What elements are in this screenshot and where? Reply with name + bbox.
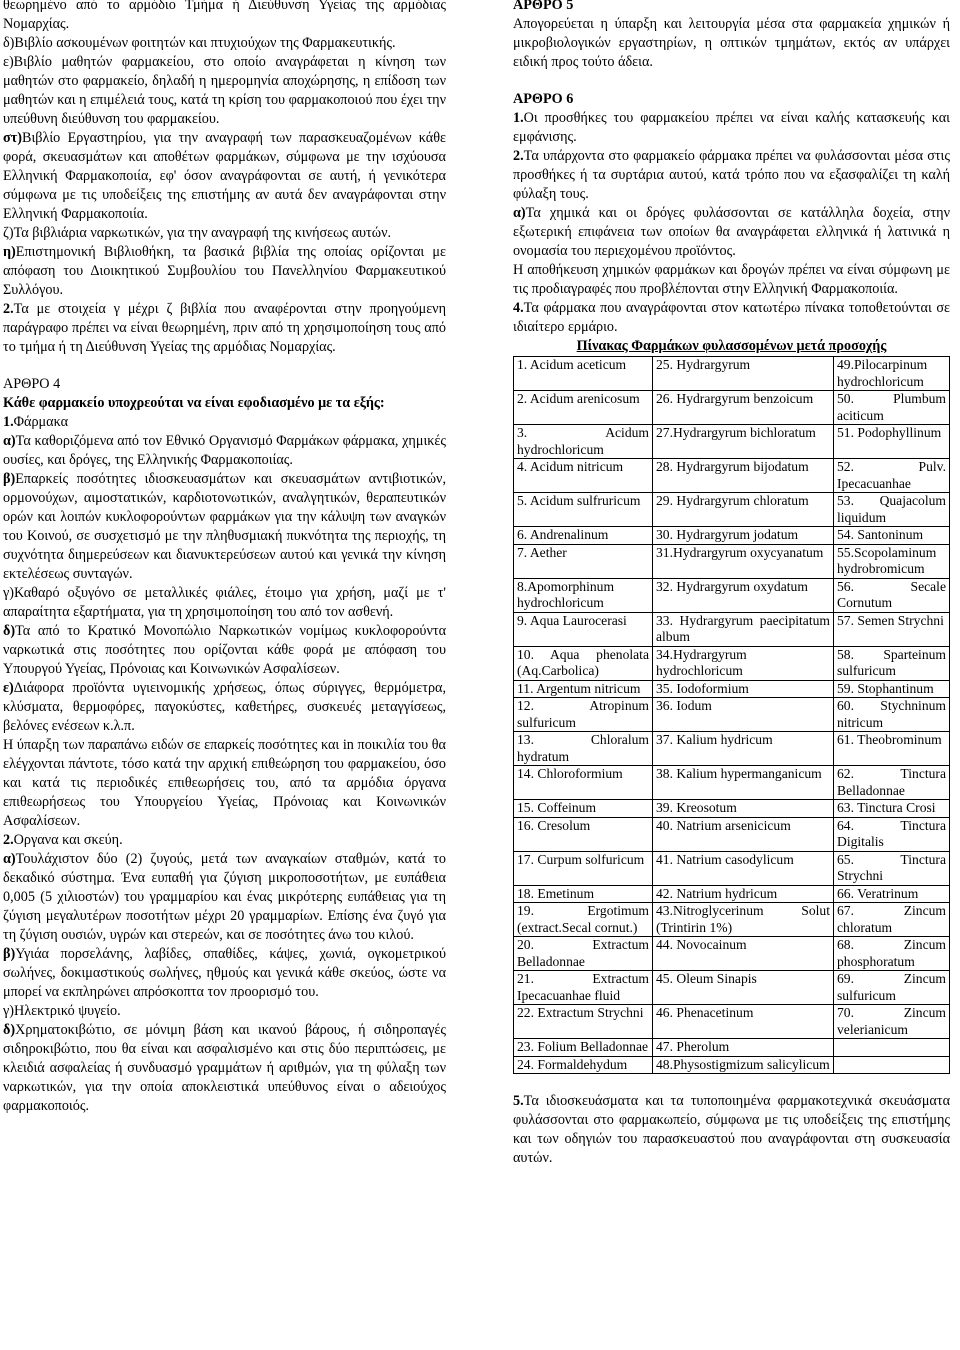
table-cell: 33. Hydrargyrum paecipitatum album bbox=[653, 612, 834, 646]
item-marker: α) bbox=[3, 851, 16, 867]
item-marker: η) bbox=[3, 244, 16, 260]
table-cell: 66. Veratrinum bbox=[834, 885, 950, 903]
table-cell: 35. Iodoformium bbox=[653, 680, 834, 698]
paragraph-books-validation: 2.Τα με στοιχεία γ μέχρι ζ βιβλία που αναφέρονται στην προηγούμενη παράγραφο πρέπει να είναι θεωρημένη, πριν από τη χρησιμοποίηση τους από το τμήμα ή τη Διεύθυνση Υγείας της αρμόδιας Νομαρχίας. bbox=[3, 301, 446, 355]
table-cell: 6. Andrenalinum bbox=[514, 527, 653, 545]
table-cell: 47. Pherolum bbox=[653, 1039, 834, 1057]
table-cell: 31.Hydrargyrum oxycyanatum bbox=[653, 544, 834, 578]
table-cell: 12. Atropinum sulfuricum bbox=[514, 698, 653, 732]
table-cell: 44. Novocainum bbox=[653, 937, 834, 971]
table-cell: 1. Acidum aceticum bbox=[514, 357, 653, 391]
table-cell: 63. Tinctura Crosi bbox=[834, 800, 950, 818]
table-cell: 37. Kalium hydricum bbox=[653, 732, 834, 766]
table-row bbox=[514, 1056, 950, 1074]
item-marker: ε) bbox=[3, 680, 14, 696]
section-instruments-heading: 2.Οργανα και σκεύη. bbox=[3, 832, 123, 848]
paragraph-drugs-a: α)Τα καθοριζόμενα από τον Εθνικό Οργανισμό Φαρμάκων φάρμακα, χημικές ουσίες, και δρόγες, της Ελληνικής Φαρμακοποιίας. bbox=[3, 433, 446, 468]
paragraph-specialties: 5.Τα ιδιοσκευάσματα και τα τυποποιημένα φαρμακοτεχνικά σκευάσματα φυλάσσονται στο φαρμακωπείο, σύμφωνα με τις υποδείξεις της επιστήμης και των οδηγιών του παρασκευαστού που αναγράφονται στη συσκευασία αυτών. bbox=[513, 1093, 950, 1166]
article-4-title: ΑΡΘΡΟ 4 bbox=[3, 376, 61, 392]
table-cell: 21. Extractum Ipecacuanhae fluid bbox=[514, 971, 653, 1005]
table-cell: 7. Aether bbox=[514, 544, 653, 578]
item-marker: δ) bbox=[3, 623, 16, 639]
table-cell: 70. Zincum velerianicum bbox=[834, 1005, 950, 1039]
table-row bbox=[514, 544, 950, 578]
paragraph-containers: α)Τα χημικά και οι δρόγες φυλάσσονται σε κατάλληλα δοχεία, στην εξωτερική επιφάνεια των οποίων θα αναγράφεται ελληνικά ή λατινικά η ονομασία του περιεχομένου προϊόντος. bbox=[513, 205, 950, 259]
paragraph-cabinet: 4.Τα φάρμακα που αναγράφονται στον κατωτέρω πίνακα τοποθετούνται σε ιδιαίτερο ερμάριο. bbox=[513, 300, 950, 335]
paragraph-student-book: δ)Βιβλίο ασκουμένων φοιτητών και πτυχιούχων της Φαρμακευτικής. bbox=[3, 35, 396, 51]
table-row bbox=[514, 391, 950, 425]
paragraph-pharmacopoeia: Η αποθήκευση χημικών φαρμάκων και δρογών πρέπει να είναι σύμφωνη με τις προδιαγραφές που προβλέπονται στην Ελληνική Φαρμακοποιία. bbox=[513, 262, 950, 297]
table-cell: 5. Acidum sulfruricum bbox=[514, 493, 653, 527]
paragraph-drugs-b: β)Επαρκείς ποσότητες ιδιοσκευασμάτων και σκευασμάτων αντιβιοτικών, ορμονούχων, αιμοστατικών, καρδιοτονωτικών, αναλγητικών, θεραπευτικών ορών και λοιπών κυκλοφορούντων φαρμάκων για την κάλυψη των αναγκών του Κοινού, σε συσχετισμό με την πληθυσμιακή πυκνότητα της περιοχής, τη συχνότητα διημερεύσεων και διανυκτερεύσεων αυτού και γενικά την κίνηση εκτελέσεως συνταγών. bbox=[3, 471, 446, 582]
table-cell: 19. Ergotimum (extract.Secal cornut.) bbox=[514, 903, 653, 937]
table-row bbox=[514, 732, 950, 766]
table-cell: 57. Semen Strychni bbox=[834, 612, 950, 646]
table-cell: 68. Zincum phosphoratum bbox=[834, 937, 950, 971]
paragraph-pupils-book: ε)Βιβλίο μαθητών φαρμακείου, στο οποίο αναγράφεται η κίνηση των μαθητών στο φαρμακείο, δηλαδή η ημερομηνία αποχώρησης, η επίδοση των μαθητών και η επιμέλειά τους, κατά τη κρίση του φαρμακοποιού που έχει την υπεύθυνη διεύθυνση του φαρμακείου. bbox=[3, 54, 446, 127]
table-row bbox=[514, 680, 950, 698]
table-cell: 38. Kalium hypermanganicum bbox=[653, 766, 834, 800]
item-marker: 2. bbox=[3, 301, 14, 317]
table-row bbox=[514, 357, 950, 391]
item-marker: α) bbox=[3, 433, 16, 449]
table-row bbox=[514, 425, 950, 459]
table-cell: 14. Chloroformium bbox=[514, 766, 653, 800]
table-title: Πίνακας Φαρμάκων φυλασσομένων μετά προσοχής bbox=[576, 338, 887, 354]
table-row bbox=[514, 1005, 950, 1039]
table-cell: 46. Phenacetinum bbox=[653, 1005, 834, 1039]
table-row bbox=[514, 527, 950, 545]
table-cell: 28. Hydrargyrum bijodatum bbox=[653, 459, 834, 493]
article-6-title: ΑΡΘΡΟ 6 bbox=[513, 91, 574, 107]
table-cell: 52. Pulv. Ipecacuanhae bbox=[834, 459, 950, 493]
item-marker: 1. bbox=[3, 414, 14, 430]
item-marker: στ) bbox=[3, 130, 22, 146]
item-marker: β) bbox=[3, 471, 16, 487]
table-cell: 65. Tinctura Strychni bbox=[834, 851, 950, 885]
paragraph-lab-book: στ)Βιβλίο Εργαστηρίου, για την αναγραφή των παρασκευαζομένων κάθε φορά, σκευασμάτων και αποθέτων φαρμάκων, σύμφωνα με την ισχύουσα Ελληνική Φαρμακοποιία, εφ' όσον αναγράφονται σε αυτή, ή γενικότερα σύμφωνα με τις υποδείξεις της επιστήμης αν αυτά δεν αναγράφονται στην Ελληνική Φαρμακοποιία. bbox=[3, 130, 446, 222]
item-marker: 2. bbox=[513, 148, 524, 164]
table-cell: 41. Natrium casodylicum bbox=[653, 851, 834, 885]
table-cell: 24. Formaldehydum bbox=[514, 1056, 653, 1074]
paragraph-narcotics-booklets: ζ)Τα βιβλιάρια ναρκωτικών, για την αναγραφή της κινήσεως αυτών. bbox=[3, 225, 392, 241]
table-cell: 26. Hydrargyrum benzoicum bbox=[653, 391, 834, 425]
table-cell: 9. Aqua Laurocerasi bbox=[514, 612, 653, 646]
table-cell: 17. Curpum solfuricum bbox=[514, 851, 653, 885]
paragraph-porcelain: β)Υγιάα πορσελάνης, λαβίδες, σπαθίδες, κάψες, χωνιά, ογκομετρικού σωλήνες, δοκιμαστικούς σωλήνες, ηθμούς και γενικά κάθε σκεύος, ώστε να μπορεί να εκπληρώνει απρόσκοπτα τον προορισμό του. bbox=[3, 946, 446, 1000]
right-column bbox=[513, 0, 950, 1350]
table-row bbox=[514, 646, 950, 680]
section-drugs-heading: 1.Φάρμακα bbox=[3, 414, 69, 430]
drugs-table bbox=[513, 356, 950, 1074]
table-row bbox=[514, 459, 950, 493]
table-row bbox=[514, 971, 950, 1005]
table-row bbox=[514, 885, 950, 903]
table-cell: 40. Natrium arsenicicum bbox=[653, 817, 834, 851]
table-cell: 61. Theobrominum bbox=[834, 732, 950, 766]
table-cell: 45. Oleum Sinapis bbox=[653, 971, 834, 1005]
article-4-subtitle: Κάθε φαρμακείο υποχρεούται να είναι εφοδιασμένο με τα εξής: bbox=[3, 395, 385, 411]
drugs-table-body bbox=[514, 357, 950, 1074]
left-column bbox=[3, 0, 446, 1350]
item-marker: 1. bbox=[513, 110, 524, 126]
table-cell: 39. Kreosotum bbox=[653, 800, 834, 818]
table-cell: 29. Hydrargyrum chloratum bbox=[653, 493, 834, 527]
table-row bbox=[514, 698, 950, 732]
item-marker: α) bbox=[513, 205, 526, 221]
table-cell: 54. Santoninum bbox=[834, 527, 950, 545]
table-row bbox=[514, 766, 950, 800]
table-cell: 4. Acidum nitricum bbox=[514, 459, 653, 493]
table-cell: 51. Podophyllinum bbox=[834, 425, 950, 459]
table-cell: 56. Secale Cornutum bbox=[834, 578, 950, 612]
table-row bbox=[514, 578, 950, 612]
table-cell: 55.Scopolaminum hydrobromicum bbox=[834, 544, 950, 578]
table-cell: 25. Hydrargyrum bbox=[653, 357, 834, 391]
table-cell: 42. Natrium hydricum bbox=[653, 885, 834, 903]
item-marker: 2. bbox=[3, 832, 14, 848]
table-row bbox=[514, 937, 950, 971]
table-row bbox=[514, 817, 950, 851]
table-cell: 50. Plumbum aciticum bbox=[834, 391, 950, 425]
paragraph-library: η)Επιστημονική Βιβλιοθήκη, τα βασικά βιβλία της οποίας ορίζονται με απόφαση του Διοικητικού Συμβουλίου του Πανελληνίου Φαρμακευτικού Συλλόγου. bbox=[3, 244, 446, 298]
paragraph-validated-books: θεωρημένο από το αρμόδιο Τμήμα ή Διεύθυνση Υγείας της αρμόδιας Νομαρχίας. bbox=[3, 0, 446, 32]
paragraph-scales: α)Τουλάχιστον δύο (2) ζυγούς, μετά των αναγκαίων σταθμών, κατά το δεκαδικό σύστημα. Ένα ευπαθή για ζύγιση μικροποσοτήτων, με ευπάθεια 0,005 (5 χιλιοστών) του γραμμαρίου και ένας μικρότερης ευπάθειας για τη ζύγιση μεγαλυτέρων ποσοτήτων μέχρι 20 γραμμαρίων. Επίσης ένα ζυγό για τη ζύγιση ουσιών, υγρών και στερεών, και σε ποσότητες άνω του κιλού. bbox=[3, 851, 446, 943]
paragraph-inspection: Η ύπαρξη των παραπάνω ειδών σε επαρκείς ποσότητες και in ποικιλία του θα ελέγχονται πάντοτε, τόσο κατά την αρχική επιθεώρηση του φαρμακείου, όσο και κατά τις περιοδικές επιθεωρήσεις του, από τα αρμόδια όργανα επιθεωρήσεως του Υπουργείου Υγείας, Πρόνοιας και Κοινωνικών Ασφαλίσεων. bbox=[3, 737, 446, 829]
item-marker: δ) bbox=[3, 1022, 16, 1038]
item-marker: 4. bbox=[513, 300, 524, 316]
table-row bbox=[514, 851, 950, 885]
paragraph-narcotics: δ)Τα από το Κρατικό Μονοπώλιο Ναρκωτικών νομίμως κυκλοφορούντα ναρκωτικά στις ποσότητες που ορίζονται κάθε φορά με απόφαση του Υπουργού Υγείας, Πρόνοιας και Κοινωνικών Ασφαλίσεων. bbox=[3, 623, 446, 677]
table-cell: 64. Tinctura Digitalis bbox=[834, 817, 950, 851]
table-cell bbox=[834, 1056, 950, 1074]
table-cell: 59. Stophantinum bbox=[834, 680, 950, 698]
table-cell: 34.Hydrargyrum hydrochloricum bbox=[653, 646, 834, 680]
table-row bbox=[514, 1039, 950, 1057]
table-cell: 30. Hydrargyrum jodatum bbox=[653, 527, 834, 545]
table-cell: 48.Physostigmizum salicylicum bbox=[653, 1056, 834, 1074]
table-row bbox=[514, 493, 950, 527]
table-cell: 23. Folium Belladonnae bbox=[514, 1039, 653, 1057]
paragraph-fridge: γ)Ηλεκτρικό ψυγείο. bbox=[3, 1003, 121, 1019]
table-cell: 13. Chloralum hydratum bbox=[514, 732, 653, 766]
paragraph-oxygen: γ)Καθαρό οξυγόνο σε μεταλλικές φιάλες, έτοιμο για χρήση, μαζί με τ' απαραίτητα εξαρτήματα, για τη χρησιμοποίηση του από τον ασθενή. bbox=[3, 585, 446, 620]
table-cell: 22. Extractum Strychni bbox=[514, 1005, 653, 1039]
table-cell: 49.Pilocarpinum hydrochloricum bbox=[834, 357, 950, 391]
table-cell: 18. Emetinum bbox=[514, 885, 653, 903]
table-cell: 53. Quajacolum liquidum bbox=[834, 493, 950, 527]
paragraph-safe: δ)Χρηματοκιβώτιο, σε μόνιμη βάση και ικανού βάρους, ή σιδηροπαγές σιδηροκιβώτιο, που θα είναι και ασφαλισμένο και στις δύο περιπτώσεις, με κλειδιά ασφαλείας ή συνδυασμό γραμμάτων ή αριθμών, για τη φύλαξη των ναρκωτικών, για την οποία αποκλειστικά υπεύθυνος είναι ο αδειούχος φαρμακοποιός. bbox=[3, 1022, 446, 1114]
table-cell: 10. Aqua phenolata (Aq.Carbolica) bbox=[514, 646, 653, 680]
table-row bbox=[514, 612, 950, 646]
table-cell: 16. Cresolum bbox=[514, 817, 653, 851]
table-cell: 36. Iodum bbox=[653, 698, 834, 732]
table-cell: 60. Stychninum nitricum bbox=[834, 698, 950, 732]
table-cell: 2. Acidum arenicosum bbox=[514, 391, 653, 425]
paragraph-hygiene-products: ε)Διάφορα προϊόντα υγιεινομικής χρήσεως, όπως σύριγγες, θερμόμετρα, κλύσματα, θερμοφόρες, παγοκύστες, καθετήρες, συσκευές μεταγγίσεως, βελόνες ενέσεων κ.λ.π. bbox=[3, 680, 446, 734]
table-cell bbox=[834, 1039, 950, 1057]
table-cell: 8.Apomorphinum hydrochloricum bbox=[514, 578, 653, 612]
table-cell: 69. Zincum sulfuricum bbox=[834, 971, 950, 1005]
item-marker: β) bbox=[3, 946, 16, 962]
table-cell: 62. Tinctura Belladonnae bbox=[834, 766, 950, 800]
table-cell: 11. Argentum nitricum bbox=[514, 680, 653, 698]
table-row bbox=[514, 903, 950, 937]
article-5-text: Απογορεύεται η ύπαρξη και λειτουργία μέσα στα φαρμακεία χημικών ή μικροβιολογικών εργαστηρίων, η οπτικών τμημάτων, εκτός αν υπάρχει ειδική προς τούτο άδεια. bbox=[513, 16, 950, 70]
article-5-title: ΑΡΘΡΟ 5 bbox=[513, 0, 574, 13]
paragraph-shelves: 1.Οι προσθήκες του φαρμακείου πρέπει να είναι καλής κατασκευής και εμφάνισης. bbox=[513, 110, 950, 145]
table-cell: 20. Extractum Belladonnae bbox=[514, 937, 653, 971]
item-marker: 5. bbox=[513, 1093, 524, 1109]
table-cell: 32. Hydrargyrum oxydatum bbox=[653, 578, 834, 612]
table-cell: 67. Zincum chloratum bbox=[834, 903, 950, 937]
table-cell: 15. Coffeinum bbox=[514, 800, 653, 818]
table-cell: 58. Sparteinum sulfuricum bbox=[834, 646, 950, 680]
table-cell: 3. Acidum hydrochloricum bbox=[514, 425, 653, 459]
table-row bbox=[514, 800, 950, 818]
table-cell: 43.Nitroglycerinum Solut (Trintirin 1%) bbox=[653, 903, 834, 937]
paragraph-storage: 2.Τα υπάρχοντα στο φαρμακείο φάρμακα πρέπει να φυλάσσονται μέσα στις προσθήκες ή τα συρτάρια αυτού, κατά τρόπο που να εξασφαλίζει τη καλή φύλαξη τους. bbox=[513, 148, 950, 202]
table-cell: 27.Hydrargyrum bichloratum bbox=[653, 425, 834, 459]
